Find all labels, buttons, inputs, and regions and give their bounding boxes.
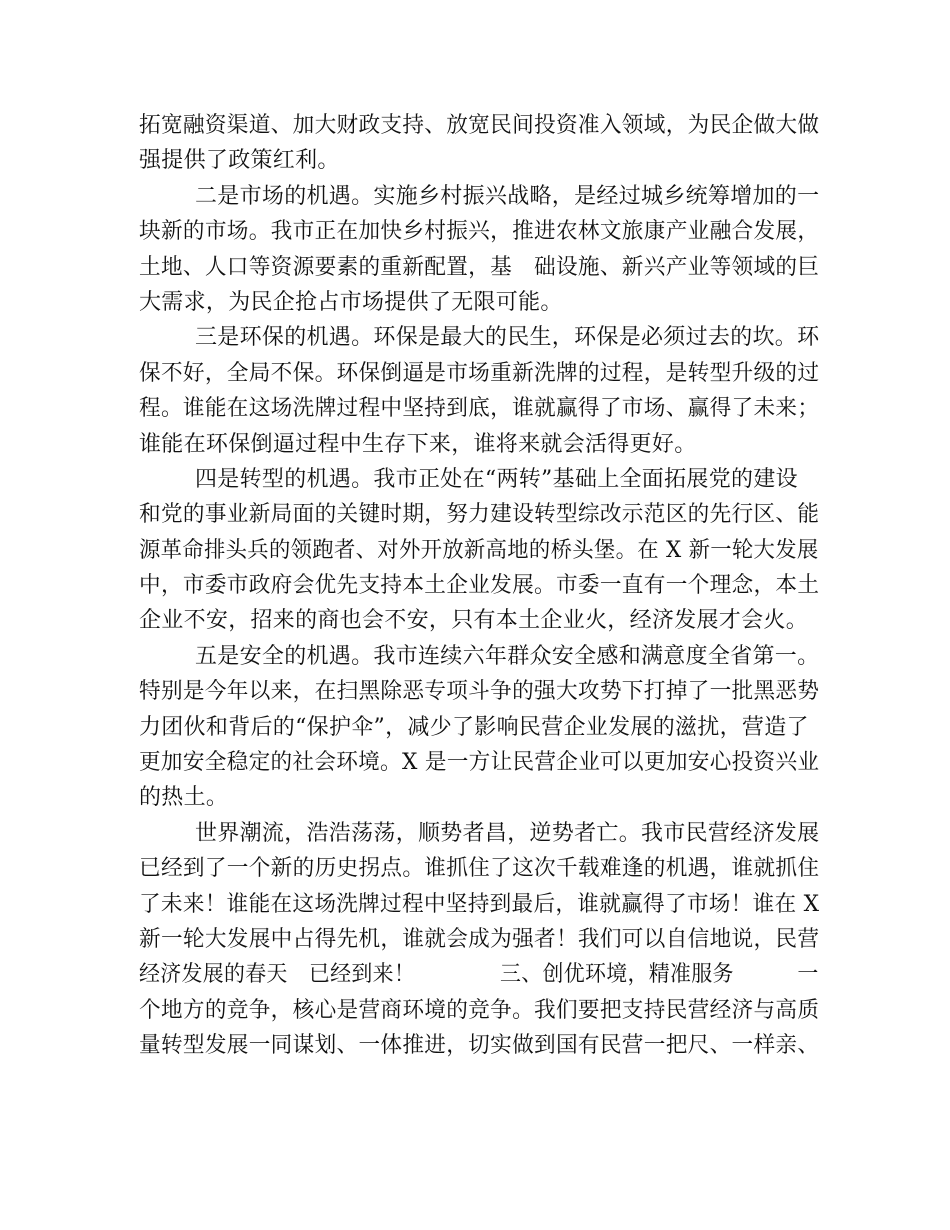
text-line: 大需求，为民企抢占市场提供了无限可能。: [139, 289, 563, 315]
text-line: 中，市委市政府会优先支持本土企业发展。市委一直有一个理念，本土: [139, 573, 820, 599]
document-body: [139, 108, 819, 1064]
text-line: 量转型发展一同谋划、一体推进，切实做到国有民营一把尺、一样亲、: [139, 1033, 820, 1059]
text-line: 四是转型的机遇。我市正处在“两转”基础上全面拓展党的建设: [195, 466, 798, 492]
text-line: 的热土。: [139, 785, 229, 811]
text-line: 更加安全稳定的社会环境。X 是一方让民营企业可以更加安心投资兴业: [139, 750, 820, 776]
text-line: 保不好，全局不保。环保倒逼是市场重新洗牌的过程，是转型升级的过: [139, 360, 820, 386]
text-line: 二是市场的机遇。实施乡村振兴战略，是经过城乡统筹增加的一: [195, 183, 820, 209]
text-line: 力团伙和背后的“保护伞”，减少了影响民营企业发展的滋扰，营造了: [139, 714, 809, 740]
text-line: 程。谁能在这场洗牌过程中坚持到底，谁就赢得了市场、赢得了未来；: [139, 396, 820, 422]
text-line: 企业不安，招来的商也会不安，只有本土企业火，经济发展才会火。: [139, 608, 809, 634]
text-line: 个地方的竞争，核心是营商环境的竞争。我们要把支持民营经济与高质: [139, 997, 820, 1023]
text-line: 特别是今年以来，在扫黑除恶专项斗争的强大攻势下打掉了一批黑恶势: [139, 679, 820, 705]
text-line: 块新的市场。我市正在加快乡村振兴，推进农林文旅康产业融合发展，: [139, 219, 820, 245]
text-line: 土地、人口等资源要素的重新配置，基 础设施、新兴产业等领域的巨: [139, 254, 820, 280]
text-line: 和党的事业新局面的关键时期，努力建设转型综改示范区的先行区、能: [139, 502, 820, 528]
text-line: 世界潮流，浩浩荡荡，顺势者昌，逆势者亡。我市民营经济发展: [195, 820, 820, 846]
text-line: 经济发展的春天 已经到来！ 三、创优环境，精准服务 一: [139, 962, 819, 988]
text-line: 五是安全的机遇。我市连续六年群众安全感和满意度全省第一。: [195, 643, 820, 669]
text-line: 已经到了一个新的历史拐点。谁抓住了这次千载难逢的机遇，谁就抓住: [139, 856, 820, 882]
text-line: 拓宽融资渠道、加大财政支持、放宽民间投资准入领域，为民企做大做: [139, 113, 820, 138]
text-line: 源革命排头兵的领跑者、对外开放新高地的桥头堡。在 X 新一轮大发展: [139, 537, 819, 563]
text-line: 强提供了政策红利。: [139, 148, 340, 174]
text-line: 新一轮大发展中占得先机，谁就会成为强者！我们可以自信地说，民营: [139, 926, 820, 952]
text-line: 谁能在环保倒逼过程中生存下来，谁将来就会活得更好。: [139, 431, 697, 457]
text-line: 三是环保的机遇。环保是最大的民生，环保是必须过去的坎。环: [195, 325, 820, 351]
text-line: 了未来！谁能在这场洗牌过程中坚持到最后，谁就赢得了市场！谁在 X: [139, 891, 820, 917]
